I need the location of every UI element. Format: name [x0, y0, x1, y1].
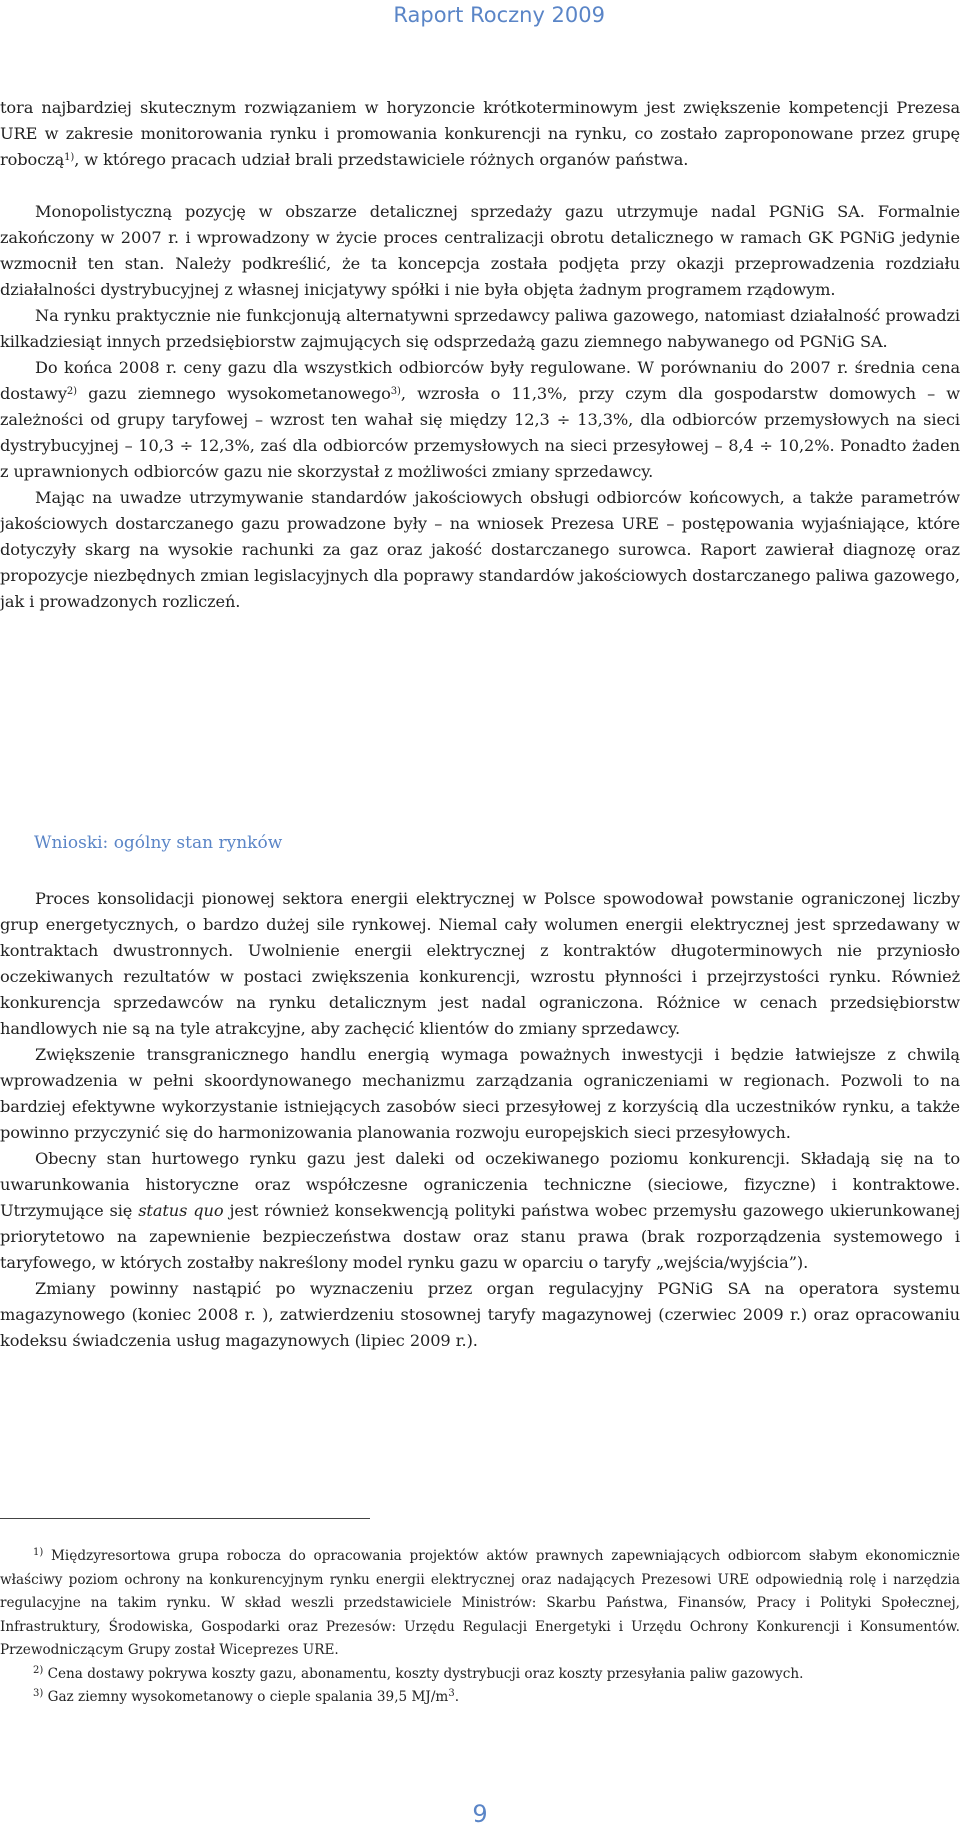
paragraph: Zwiększenie transgranicznego handlu energią wymaga poważnych inwestycji i będzie łatwiejsze z chwilą wprowadzenia w pełni skoordynowanego mechanizmu zarządzania ograniczeniami w regionach. Pozwoli to na bardziej efektywne wykorzystanie istniejących zasobów sieci przesyłowej z korzyścią dla uczestników rynku, a także powinno przyczynić się do harmonizowania planowania rozwoju europejskich sieci przesyłowych.	[0, 1045, 960, 1142]
page-number: 9	[472, 1800, 488, 1828]
running-header: Raport Roczny 2009	[393, 3, 605, 27]
paragraph: Do końca 2008 r. ceny gazu dla wszystkich odbiorców były regulowane. W porównaniu do 2007 r. średnia cena dostawy$^{2)}$ gazu ziemnego wysokometanowego$^{3)}$, wzrosła o 11,3%, przy czym dla gospodarstw domowych – w zależności od grupy taryfowej – wzrost ten wahał się między 12,3 ÷ 13,3%, dla odbiorców przemysłowych na sieci dystrybucyjnej – 10,3 ÷ 12,3%, zaś dla odbiorców przemysłowych na sieci przesyłowej – 8,4 ÷ 10,2%. Ponadto żaden z uprawnionych odbiorców gazu nie skorzystał z możliwości zmiany sprzedawcy.	[0, 358, 960, 481]
footnote-separator	[0, 1518, 370, 1519]
footnote: $^{2)}$ Cena dostawy pokrywa koszty gazu, abonamentu, koszty dystrybucji oraz koszty przesyłania paliw gazowych.	[33, 1664, 804, 1682]
footnotes	[0, 1545, 960, 1710]
footnote-mark: 1)	[33, 1547, 44, 1558]
footnote-ref[interactable]: 1)	[64, 152, 75, 163]
paragraph: Proces konsolidacji pionowej sektora energii elektrycznej w Polsce spowodował powstanie ograniczonej liczby grup energetycznych, o bardzo dużej sile rynkowej. Niemal cały wolumen energii elektrycznej jest sprzedawany w kontraktach dwustronnych. Uwolnienie energii elektrycznej z kontraktów długoterminowych nie przyniosło oczekiwanych rezultatów w postaci zwiększenia konkurencji, wzrostu płynności i przejrzystości rynku. Również konkurencja sprzedawców na rynku detalicznym jest nadal ograniczona. Różnice w cenach przedsiębiorstw handlowych nie są na tyle atrakcyjne, aby zachęcić klientów do zmiany sprzedawcy.	[0, 889, 960, 1038]
section-heading: Wnioski: ogólny stan rynków	[34, 833, 283, 853]
paragraph: tora najbardziej skutecznym rozwiązaniem w horyzoncie krótkoterminowym jest zwiększenie kompetencji Prezesa URE w zakresie monitorowania rynku i promowania konkurencji na rynku, co zostało zaproponowane przez grupę roboczą$^{1)}$, w którego pracach udział brali przedstawiciele różnych organów państwa.	[0, 98, 960, 169]
paragraph: Mając na uwadze utrzymywanie standardów jakościowych obsługi odbiorców końcowych, a także parametrów jakościowych dostarczanego gazu prowadzone były – na wniosek Prezesa URE – postępowania wyjaśniające, które dotyczyły skarg na wysokie rachunki za gaz oraz jakość dostarczanego surowca. Raport zawierał diagnozę oraz propozycje niezbędnych zmian legislacyjnych dla poprawy standardów jakościowych dostarczanego paliwa gazowego, jak i prowadzonych rozliczeń.	[0, 488, 960, 611]
paragraph: Monopolistyczną pozycję w obszarze detalicznej sprzedaży gazu utrzymuje nadal PGNiG SA. Formalnie zakończony w 2007 r. i wprowadzony w życie proces centralizacji obrotu detalicznego w ramach GK PGNiG jedynie wzmocnił ten stan. Należy podkreślić, że ta koncepcja została podjęta przy okazji przeprowadzenia rozdziału działalności dystrybucyjnej z własnej inicjatywy spółki i nie była objęta żadnym programem rządowym.	[0, 202, 960, 299]
paragraph: Na rynku praktycznie nie funkcjonują alternatywni sprzedawcy paliwa gazowego, natomiast działalność prowadzi kilkadziesiąt innych przedsiębiorstw zajmujących się odsprzedażą gazu ziemnego nabywanego od PGNiG SA.	[0, 306, 960, 351]
body-text-bottom	[0, 886, 960, 1354]
footnote-ref[interactable]: 2)	[66, 386, 77, 397]
paragraph: Zmiany powinny nastąpić po wyznaczeniu przez organ regulacyjny PGNiG SA na operatora systemu magazynowego (koniec 2008 r. ), zatwierdzeniu stosownej taryfy magazynowej (czerwiec 2009 r.) oraz opracowaniu kodeksu świadczenia usług magazynowych (lipiec 2009 r.).	[0, 1279, 960, 1350]
footnote-mark: 3)	[33, 1688, 44, 1699]
footnote-ref[interactable]: 3)	[390, 386, 401, 397]
footnote: $^{1)}$ Międzyresortowa grupa robocza do opracowania projektów aktów prawnych zapewniających odbiorcom słabym ekonomicznie właściwy poziom ochrony na konkurencyjnym rynku energii elektrycznej oraz nadających Prezesowi URE odpowiednią rolę i narzędzia regulacyjne na takim rynku. W skład weszli przedstawiciele Ministrów: Skarbu Państwa, Finansów, Pracy i Polityki Społecznej, Infrastruktury, Środowiska, Gospodarki oraz Prezesów: Urzędu Regulacji Energetyki i Urzędu Ochrony Konkurencji i Konsumentów. Przewodniczącym Grupy został Wiceprezes URE.	[0, 1547, 960, 1658]
footnote-mark: 2)	[33, 1664, 44, 1676]
body-text-top	[0, 95, 960, 615]
footnote: $^{3)}$ Gaz ziemny wysokometanowy o cieple spalania 39,5 $MJ/m^3$.	[33, 1688, 460, 1705]
paragraph: Obecny stan hurtowego rynku gazu jest daleki od oczekiwanego poziomu konkurencji. Składają się na to uwarunkowania historyczne oraz współczesne ograniczenia techniczne (sieciowe, fizyczne) i kontraktowe. Utrzymujące się status quo jest również konsekwencją polityki państwa wobec przemysłu gazowego ukierunkowanej priorytetowo na zapewnienie bezpieczeństwa dostaw oraz stanu prawa (brak rozporządzenia systemowego i taryfowego, w których zostałby nakreślony model rynku gazu w oparciu o taryfy „wejścia/wyjścia”).	[0, 1149, 960, 1272]
